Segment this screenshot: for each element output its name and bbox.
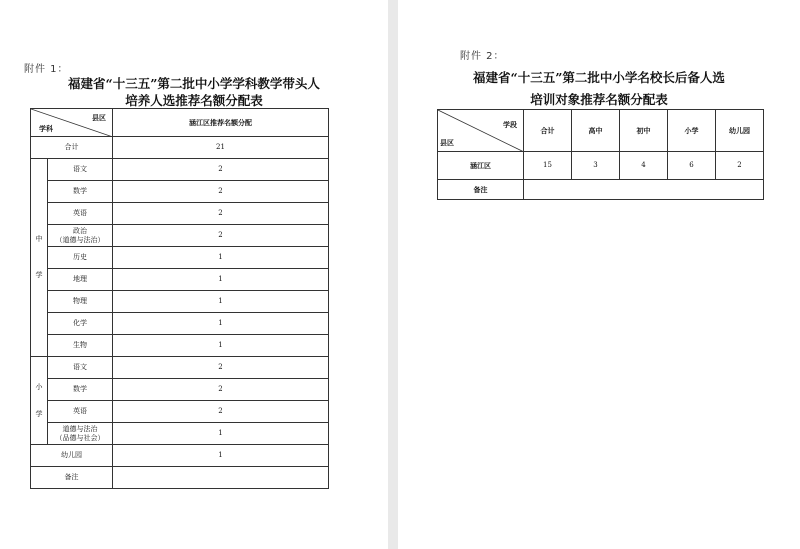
value-cell: 4 xyxy=(620,152,668,180)
group-middle-school xyxy=(31,159,48,357)
kindergarten-value: 1 xyxy=(113,445,329,467)
subject-sub: （道德与法治） xyxy=(55,235,105,244)
subject-cell: 英语 xyxy=(48,203,113,225)
value-cell: 6 xyxy=(668,152,716,180)
quota-cell: 1 xyxy=(113,313,329,335)
quota-cell: 2 xyxy=(113,159,329,181)
diagonal-header-cell xyxy=(438,110,524,152)
subject-cell: 物理 xyxy=(48,291,113,313)
group-primary-char-1: 小 xyxy=(35,382,43,391)
quota-cell: 2 xyxy=(113,181,329,203)
quota-cell: 1 xyxy=(113,269,329,291)
value-cell: 15 xyxy=(524,152,572,180)
group-middle-char-1: 中 xyxy=(35,235,43,243)
quota-cell: 2 xyxy=(113,357,329,379)
subject-cell: 语文 xyxy=(48,357,113,379)
teacher-quota-table xyxy=(30,108,329,489)
group-middle-char-2: 学 xyxy=(35,271,43,279)
header-county: 县区 xyxy=(92,113,106,122)
quota-cell: 2 xyxy=(113,203,329,225)
value-cell: 3 xyxy=(572,152,620,180)
quota-cell: 2 xyxy=(113,401,329,423)
quota-cell: 1 xyxy=(113,247,329,269)
header-stage: 学段 xyxy=(503,120,517,129)
column-header: 初中 xyxy=(620,110,668,152)
quota-cell: 1 xyxy=(113,291,329,313)
attachment-1-title-line1: 福建省“十三五”第二批中小学学科教学带头人 xyxy=(68,76,320,91)
attachment-2-label: 附件 2： xyxy=(460,51,505,62)
remarks-value xyxy=(524,180,764,200)
attachment-1-label: 附件 1： xyxy=(24,64,69,75)
column-header: 高中 xyxy=(572,110,620,152)
subject-cell: 数学 xyxy=(48,379,113,401)
subject-cell: 地理 xyxy=(48,269,113,291)
subject-main: 道德与法治 xyxy=(62,424,98,433)
attachment-2-title-line2: 培训对象推荐名额分配表 xyxy=(530,92,668,107)
subject-cell-two-line xyxy=(48,225,113,247)
column-header: 小学 xyxy=(668,110,716,152)
remarks-label: 备注 xyxy=(31,467,113,489)
column-header: 合计 xyxy=(524,110,572,152)
row-label-county: 涵江区 xyxy=(438,152,524,180)
subject-cell: 英语 xyxy=(48,401,113,423)
principal-quota-table xyxy=(437,109,764,200)
kindergarten-label: 幼儿园 xyxy=(31,445,113,467)
quota-cell: 1 xyxy=(113,423,329,445)
subject-cell: 化学 xyxy=(48,313,113,335)
group-primary-school xyxy=(31,357,48,445)
column-header: 幼儿园 xyxy=(716,110,764,152)
header-column: 涵江区推荐名额分配 xyxy=(113,109,329,137)
quota-cell: 2 xyxy=(113,225,329,247)
quota-cell: 1 xyxy=(113,335,329,357)
total-label: 合计 xyxy=(31,137,113,159)
subject-cell: 生物 xyxy=(48,335,113,357)
subject-cell: 历史 xyxy=(48,247,113,269)
total-value: 21 xyxy=(113,137,329,159)
subject-cell: 数学 xyxy=(48,181,113,203)
header-subject: 学科 xyxy=(39,124,53,133)
subject-sub: （品德与社会） xyxy=(55,433,105,442)
group-primary-char-2: 学 xyxy=(35,409,43,418)
remarks-value xyxy=(113,467,329,489)
quota-cell: 2 xyxy=(113,379,329,401)
subject-main: 政治 xyxy=(73,226,87,235)
attachment-2-title-line1: 福建省“十三五”第二批中小学名校长后备人选 xyxy=(473,70,725,85)
document-page-attachment-2 xyxy=(398,0,800,549)
document-page-attachment-1 xyxy=(0,0,388,549)
header-county: 县区 xyxy=(440,138,454,147)
value-cell: 2 xyxy=(716,152,764,180)
subject-cell-two-line xyxy=(48,423,113,445)
diagonal-header-cell xyxy=(31,109,113,137)
attachment-1-title-line2: 培养人选推荐名额分配表 xyxy=(125,93,263,108)
remarks-label: 备注 xyxy=(438,180,524,200)
subject-cell: 语文 xyxy=(48,159,113,181)
